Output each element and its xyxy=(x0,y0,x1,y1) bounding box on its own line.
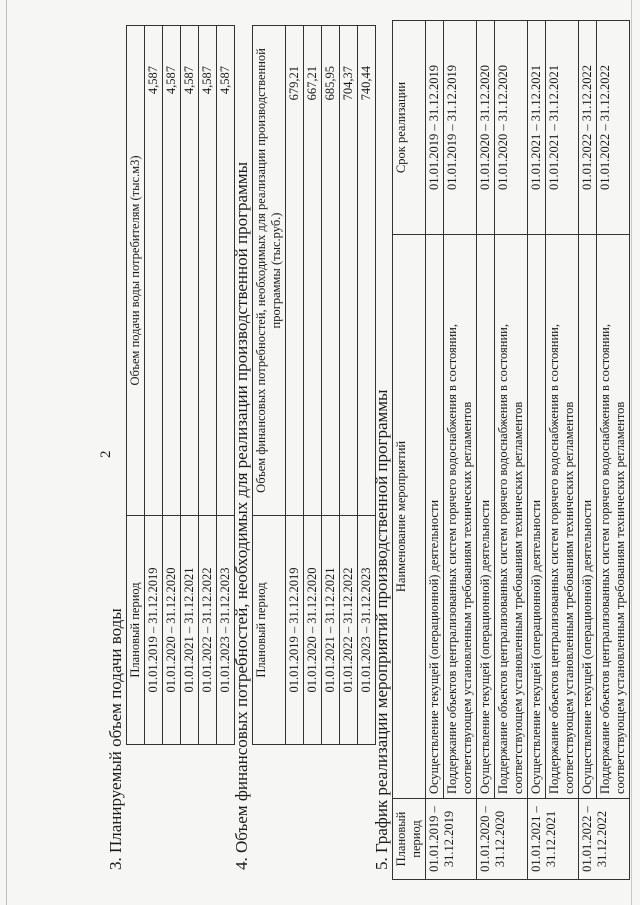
period-cell: 01.01.2019 – 31.12.2019 xyxy=(426,799,477,880)
activity-cell: Осуществление текущей (операционной) деятельности xyxy=(477,235,495,799)
volume-cell: 4,587 xyxy=(181,26,199,516)
schedule-table xyxy=(392,20,630,880)
finance-cell: 704,37 xyxy=(340,26,358,516)
term-cell: 01.01.2021 – 31.12.2021 xyxy=(546,21,579,235)
volume-cell: 4,587 xyxy=(163,26,181,516)
period-cell: 01.01.2021 – 31.12.2021 xyxy=(528,799,579,880)
period-cell: 01.01.2021 – 31.12.2021 xyxy=(322,516,340,745)
table-header-row xyxy=(253,26,286,745)
page-edge-right xyxy=(631,0,632,905)
water-volume-table xyxy=(126,25,235,745)
volume-cell: 4,587 xyxy=(145,26,163,516)
header-activity: Наименование мероприятий xyxy=(393,235,426,799)
volume-cell: 4,587 xyxy=(217,26,235,516)
section-3-title: 3. Планируемый объем подачи воды xyxy=(106,608,125,870)
page-number: 2 xyxy=(98,450,114,458)
header-period: Плановый период xyxy=(127,516,145,745)
header-period: Плановый период xyxy=(393,799,426,880)
table-row xyxy=(444,21,477,880)
activity-cell: Поддержание объектов централизованных систем горячего водоснабжения в состоянии, соответствующем установленным требованиям технических регламентов xyxy=(495,235,528,799)
table-row xyxy=(340,26,358,745)
period-cell: 01.01.2020 – 31.12.2020 xyxy=(304,516,322,745)
header-volume: Объем подачи воды потребителям (тыс.м3) xyxy=(127,26,145,516)
table-row xyxy=(495,21,528,880)
table-row xyxy=(477,21,495,880)
finance-cell: 685,95 xyxy=(322,26,340,516)
page-edge-left xyxy=(6,0,7,905)
activity-cell: Поддержание объектов централизованных систем горячего водоснабжения в состоянии, соответствующем установленным требованиям технических регламентов xyxy=(444,235,477,799)
term-cell: 01.01.2019 – 31.12.2019 xyxy=(426,21,444,235)
period-cell: 01.01.2019 – 31.12.2019 xyxy=(145,516,163,745)
table-header-row xyxy=(127,26,145,745)
table-row xyxy=(286,26,304,745)
period-cell: 01.01.2021 – 31.12.2021 xyxy=(181,516,199,745)
table-row xyxy=(322,26,340,745)
period-cell: 01.01.2020 – 31.12.2020 xyxy=(163,516,181,745)
table-row xyxy=(181,26,199,745)
table-row xyxy=(546,21,579,880)
term-cell: 01.01.2022 – 31.12.2022 xyxy=(579,21,597,235)
table-row xyxy=(597,21,630,880)
term-cell: 01.01.2019 – 31.12.2019 xyxy=(444,21,477,235)
period-cell: 01.01.2022 – 31.12.2022 xyxy=(579,799,630,880)
finance-cell: 740,44 xyxy=(358,26,376,516)
activity-cell: Осуществление текущей (операционной) деятельности xyxy=(528,235,546,799)
term-cell: 01.01.2022 – 31.12.2022 xyxy=(597,21,630,235)
table-header-row xyxy=(393,21,426,880)
rotated-content xyxy=(10,10,630,890)
table-row xyxy=(579,21,597,880)
period-cell: 01.01.2022 – 31.12.2022 xyxy=(340,516,358,745)
volume-cell: 4,587 xyxy=(199,26,217,516)
table-row xyxy=(199,26,217,745)
activity-cell: Поддержание объектов централизованных систем горячего водоснабжения в состоянии, соответствующем установленным требованиям технических регламентов xyxy=(546,235,579,799)
finance-table xyxy=(252,25,376,745)
activity-cell: Поддержание объектов централизованных систем горячего водоснабжения в состоянии, соответствующем установленным требованиям технических регламентов xyxy=(597,235,630,799)
term-cell: 01.01.2020 – 31.12.2020 xyxy=(477,21,495,235)
header-period: Плановый период xyxy=(253,516,286,745)
table-row xyxy=(304,26,322,745)
term-cell: 01.01.2020 – 31.12.2020 xyxy=(495,21,528,235)
section-4-title: 4. Объем финансовых потребностей, необходимых для реализации производственной программы xyxy=(232,161,251,870)
table-row xyxy=(145,26,163,745)
period-cell: 01.01.2022 – 31.12.2022 xyxy=(199,516,217,745)
finance-cell: 679,21 xyxy=(286,26,304,516)
table-row xyxy=(528,21,546,880)
table-row xyxy=(426,21,444,880)
period-cell: 01.01.2020 – 31.12.2020 xyxy=(477,799,528,880)
activity-cell: Осуществление текущей (операционной) деятельности xyxy=(426,235,444,799)
section-5-title: 5. График реализации мероприятий производственной программы xyxy=(372,389,391,870)
period-cell: 01.01.2019 – 31.12.2019 xyxy=(286,516,304,745)
activity-cell: Осуществление текущей (операционной) деятельности xyxy=(579,235,597,799)
header-finance: Объем финансовых потребностей, необходимых для реализации производственной программы (тыс.руб.) xyxy=(253,26,286,516)
table-row xyxy=(163,26,181,745)
term-cell: 01.01.2021 – 31.12.2021 xyxy=(528,21,546,235)
header-term: Срок реализации xyxy=(393,21,426,235)
period-cell: 01.01.2023 – 31.12.2023 xyxy=(358,516,376,745)
finance-cell: 667,21 xyxy=(304,26,322,516)
period-cell: 01.01.2023 – 31.12.2023 xyxy=(217,516,235,745)
